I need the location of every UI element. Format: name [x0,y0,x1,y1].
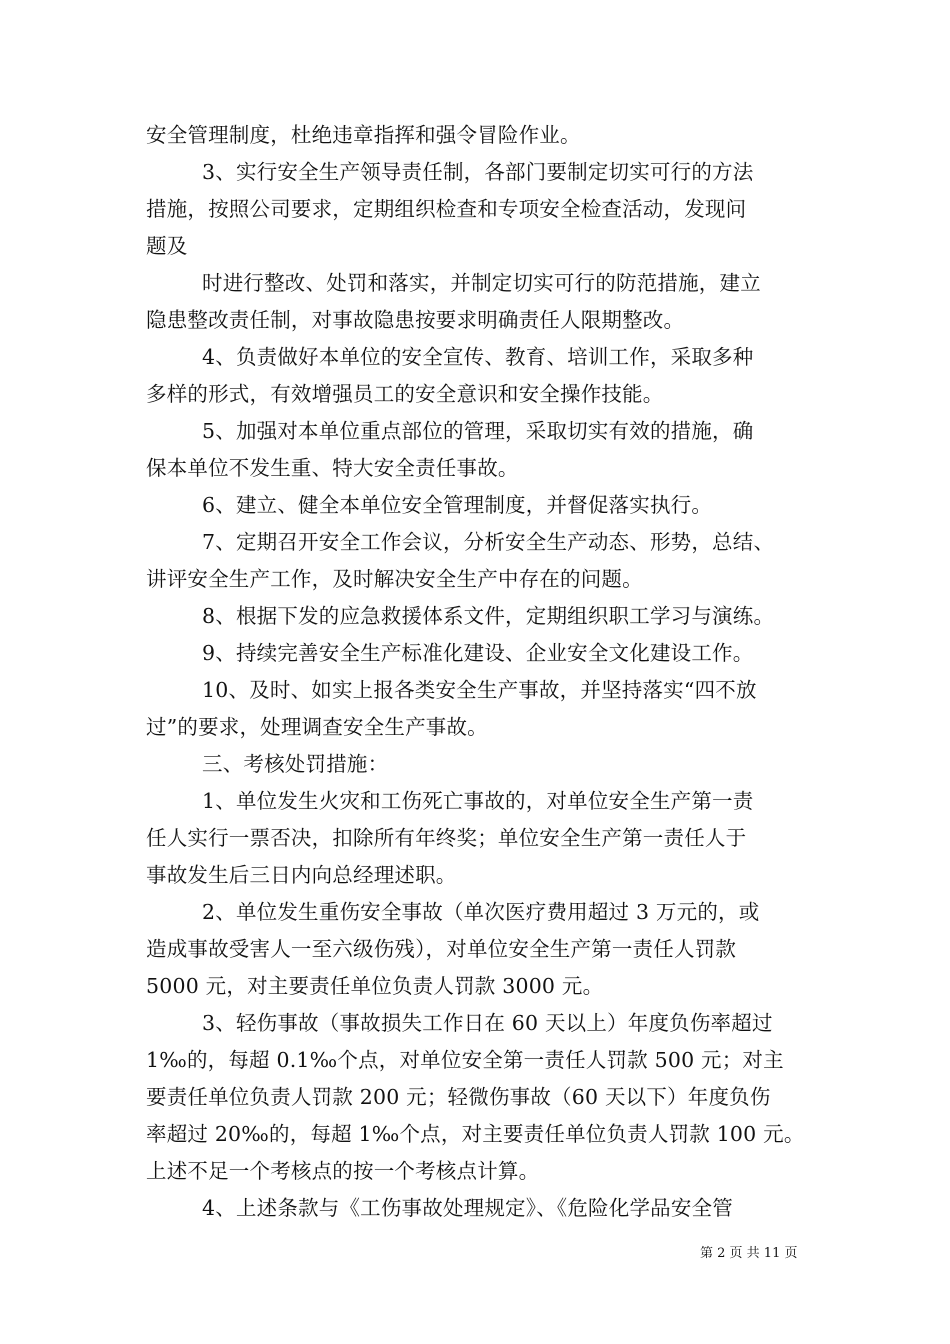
text-line: 任人实行一票否决，扣除所有年终奖；单位安全生产第一责任人于 [146,826,747,850]
text-line: 措施，按照公司要求，定期组织检查和专项安全检查活动，发现问 [146,197,747,221]
section-heading: 三、考核处罚措施： [202,752,389,776]
text-line: 9、持续完善安全生产标准化建设、企业安全文化建设工作。 [202,641,754,665]
text-line: 7、定期召开安全工作会议，分析安全生产动态、形势，总结、 [202,530,775,554]
text-line: 多样的形式，有效增强员工的安全意识和安全操作技能。 [146,382,664,406]
text-line: 10、及时、如实上报各类安全生产事故，并坚持落实“四不放 [202,678,757,702]
text-line: 要责任单位负责人罚款 200 元；轻微伤事故（60 天以下）年度负伤 [146,1085,771,1109]
text-line: 5000 元，对主要责任单位负责人罚款 3000 元。 [146,974,604,998]
text-line: 4、上述条款与《工伤事故处理规定》、《危险化学品安全管 [202,1196,733,1220]
page-number: 第 2 页 共 11 页 [700,1246,798,1261]
text-line: 2、单位发生重伤安全事故（单次医疗费用超过 3 万元的，或 [202,900,760,924]
text-line: 1‰的，每超 0.1‰个点，对单位安全第一责任人罚款 500 元；对主 [146,1048,784,1072]
text-line: 事故发生后三日内向总经理述职。 [146,863,457,887]
text-line: 上述不足一个考核点的按一个考核点计算。 [146,1159,540,1183]
text-line: 8、根据下发的应急救援体系文件，定期组织职工学习与演练。 [202,604,775,628]
text-line: 6、建立、健全本单位安全管理制度，并督促落实执行。 [202,493,713,517]
text-line: 造成事故受害人一至六级伤残），对单位安全生产第一责任人罚款 [146,937,737,961]
text-line: 1、单位发生火灾和工伤死亡事故的，对单位安全生产第一责 [202,789,754,813]
text-line: 3、轻伤事故（事故损失工作日在 60 天以上）年度负伤率超过 [202,1011,773,1035]
text-line: 3、实行安全生产领导责任制，各部门要制定切实可行的方法 [202,160,754,184]
text-line: 隐患整改责任制，对事故隐患按要求明确责任人限期整改。 [146,308,685,332]
text-line: 过”的要求，处理调查安全生产事故。 [146,715,488,739]
text-line: 题及 [146,234,188,258]
text-line: 5、加强对本单位重点部位的管理，采取切实有效的措施，确 [202,419,754,443]
text-line: 率超过 20‰的，每超 1‰个点，对主要责任单位负责人罚款 100 元。 [146,1122,805,1146]
text-line: 保本单位不发生重、特大安全责任事故。 [146,456,519,480]
text-line: 4、负责做好本单位的安全宣传、教育、培训工作，采取多种 [202,345,754,369]
text-line: 讲评安全生产工作，及时解决安全生产中存在的问题。 [146,567,643,591]
text-line: 时进行整改、处罚和落实，并制定切实可行的防范措施，建立 [202,271,761,295]
text-line: 安全管理制度，杜绝违章指挥和强令冒险作业。 [146,123,581,147]
